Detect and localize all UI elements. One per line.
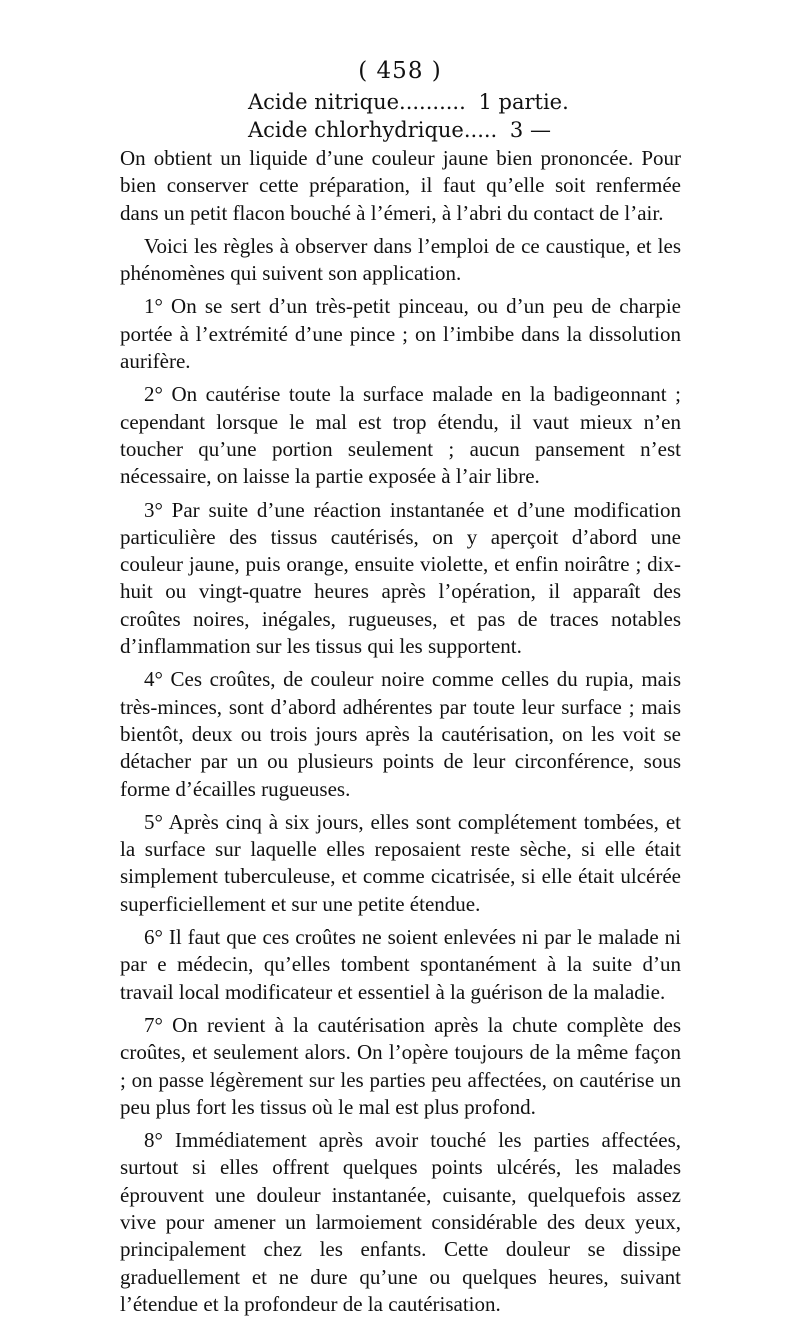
paragraph-rule-4: 4° Ces croûtes, de couleur noire comme celles du rupia, mais très-minces, sont d’abord adhérentes par toute leur surface ; mais bientôt, deux ou trois jours après la cautérisation, on les voit se détacher par un ou plusieurs points de leur circonférence, sous forme d’écailles rugueuses. bbox=[120, 667, 681, 801]
paragraph-rule-2: 2° On cautérise toute la surface malade en la badigeonnant ; cependant lorsque le mal est trop étendu, il vaut mieux n’en toucher qu’une portion seulement ; aucun pansement n’est nécessaire, on laisse la partie exposée à l’air libre. bbox=[120, 382, 681, 489]
recipe-quantity: 3 — bbox=[509, 118, 551, 142]
page-number: ( 458 ) bbox=[358, 58, 442, 84]
recipe-ingredient: Acide chlorhydrique..... bbox=[248, 118, 498, 142]
body-text bbox=[120, 145, 681, 1324]
paragraph-rule-7: 7° On revient à la cautérisation après la chute complète des croûtes, et seulement alors. On l’opère toujours de la même façon ; on passe légèrement sur les parties peu affectées, on cautérise un peu plus fort les tissus où le mal est plus profond. bbox=[120, 1012, 681, 1119]
recipe-line-hydrochloric-acid bbox=[248, 116, 568, 144]
paragraph-rule-1: 1° On se sert d’un très-petit pinceau, ou d’un peu de charpie portée à l’extrémité d’une pince ; on l’imbibe dans la dissolution aurifère. bbox=[120, 294, 681, 374]
paragraph-rule-6: 6° Il faut que ces croûtes ne soient enlevées ni par le malade ni par e médecin, qu’elles tombent spontanément à la suite d’un travail local modificateur et essentiel à la guérison de la maladie. bbox=[120, 925, 681, 1004]
paragraph-rule-3: 3° Par suite d’une réaction instantanée et d’une modification particulière des tissus cautérisés, on y aperçoit d’abord une couleur jaune, puis orange, ensuite violette, et enfin noirâtre ; dix-huit ou vingt-quatre heures après l’opération, il apparaît des croûtes noires, inégales, rugueuses, et pas de traces notables d’inflammation sur les tissus qui les supportent. bbox=[120, 497, 681, 659]
recipe-line-nitric-acid bbox=[248, 88, 568, 116]
recipe-list bbox=[248, 88, 568, 144]
paragraph-rule-8: 8° Immédiatement après avoir touché les parties affectées, surtout si elles offrent quelques points ulcérés, les malades éprouvent une douleur instantanée, cuisante, quelquefois assez vive pour amener un larmoiement considérable des deux yeux, principalement chez les enfants. Cette douleur se dissipe graduellement et ne dure qu’une ou quelques heures, suivant l’étendue et la profondeur de la cautérisation. bbox=[120, 1128, 681, 1316]
recipe-ingredient: Acide nitrique.......... bbox=[248, 90, 466, 114]
recipe-quantity: 1 partie. bbox=[478, 90, 569, 114]
paragraph-rule-5: 5° Après cinq à six jours, elles sont complétement tombées, et la surface sur laquelle elles reposaient reste sèche, si elle était simplement tuberculeuse, et comme cicatrisée, si elle était ulcérée superficiellement et sur une petite étendue. bbox=[120, 809, 681, 916]
paragraph-rules-intro: Voici les règles à observer dans l’emploi de ce caustique, et les phénomènes qui suivent son application. bbox=[120, 233, 681, 286]
paragraph-preparation: On obtient un liquide d’une couleur jaune bien prononcée. Pour bien conserver cette préparation, il faut qu’elle soit renfermée dans un petit flacon bouché à l’émeri, à l’abri du contact de l’air. bbox=[120, 146, 681, 225]
